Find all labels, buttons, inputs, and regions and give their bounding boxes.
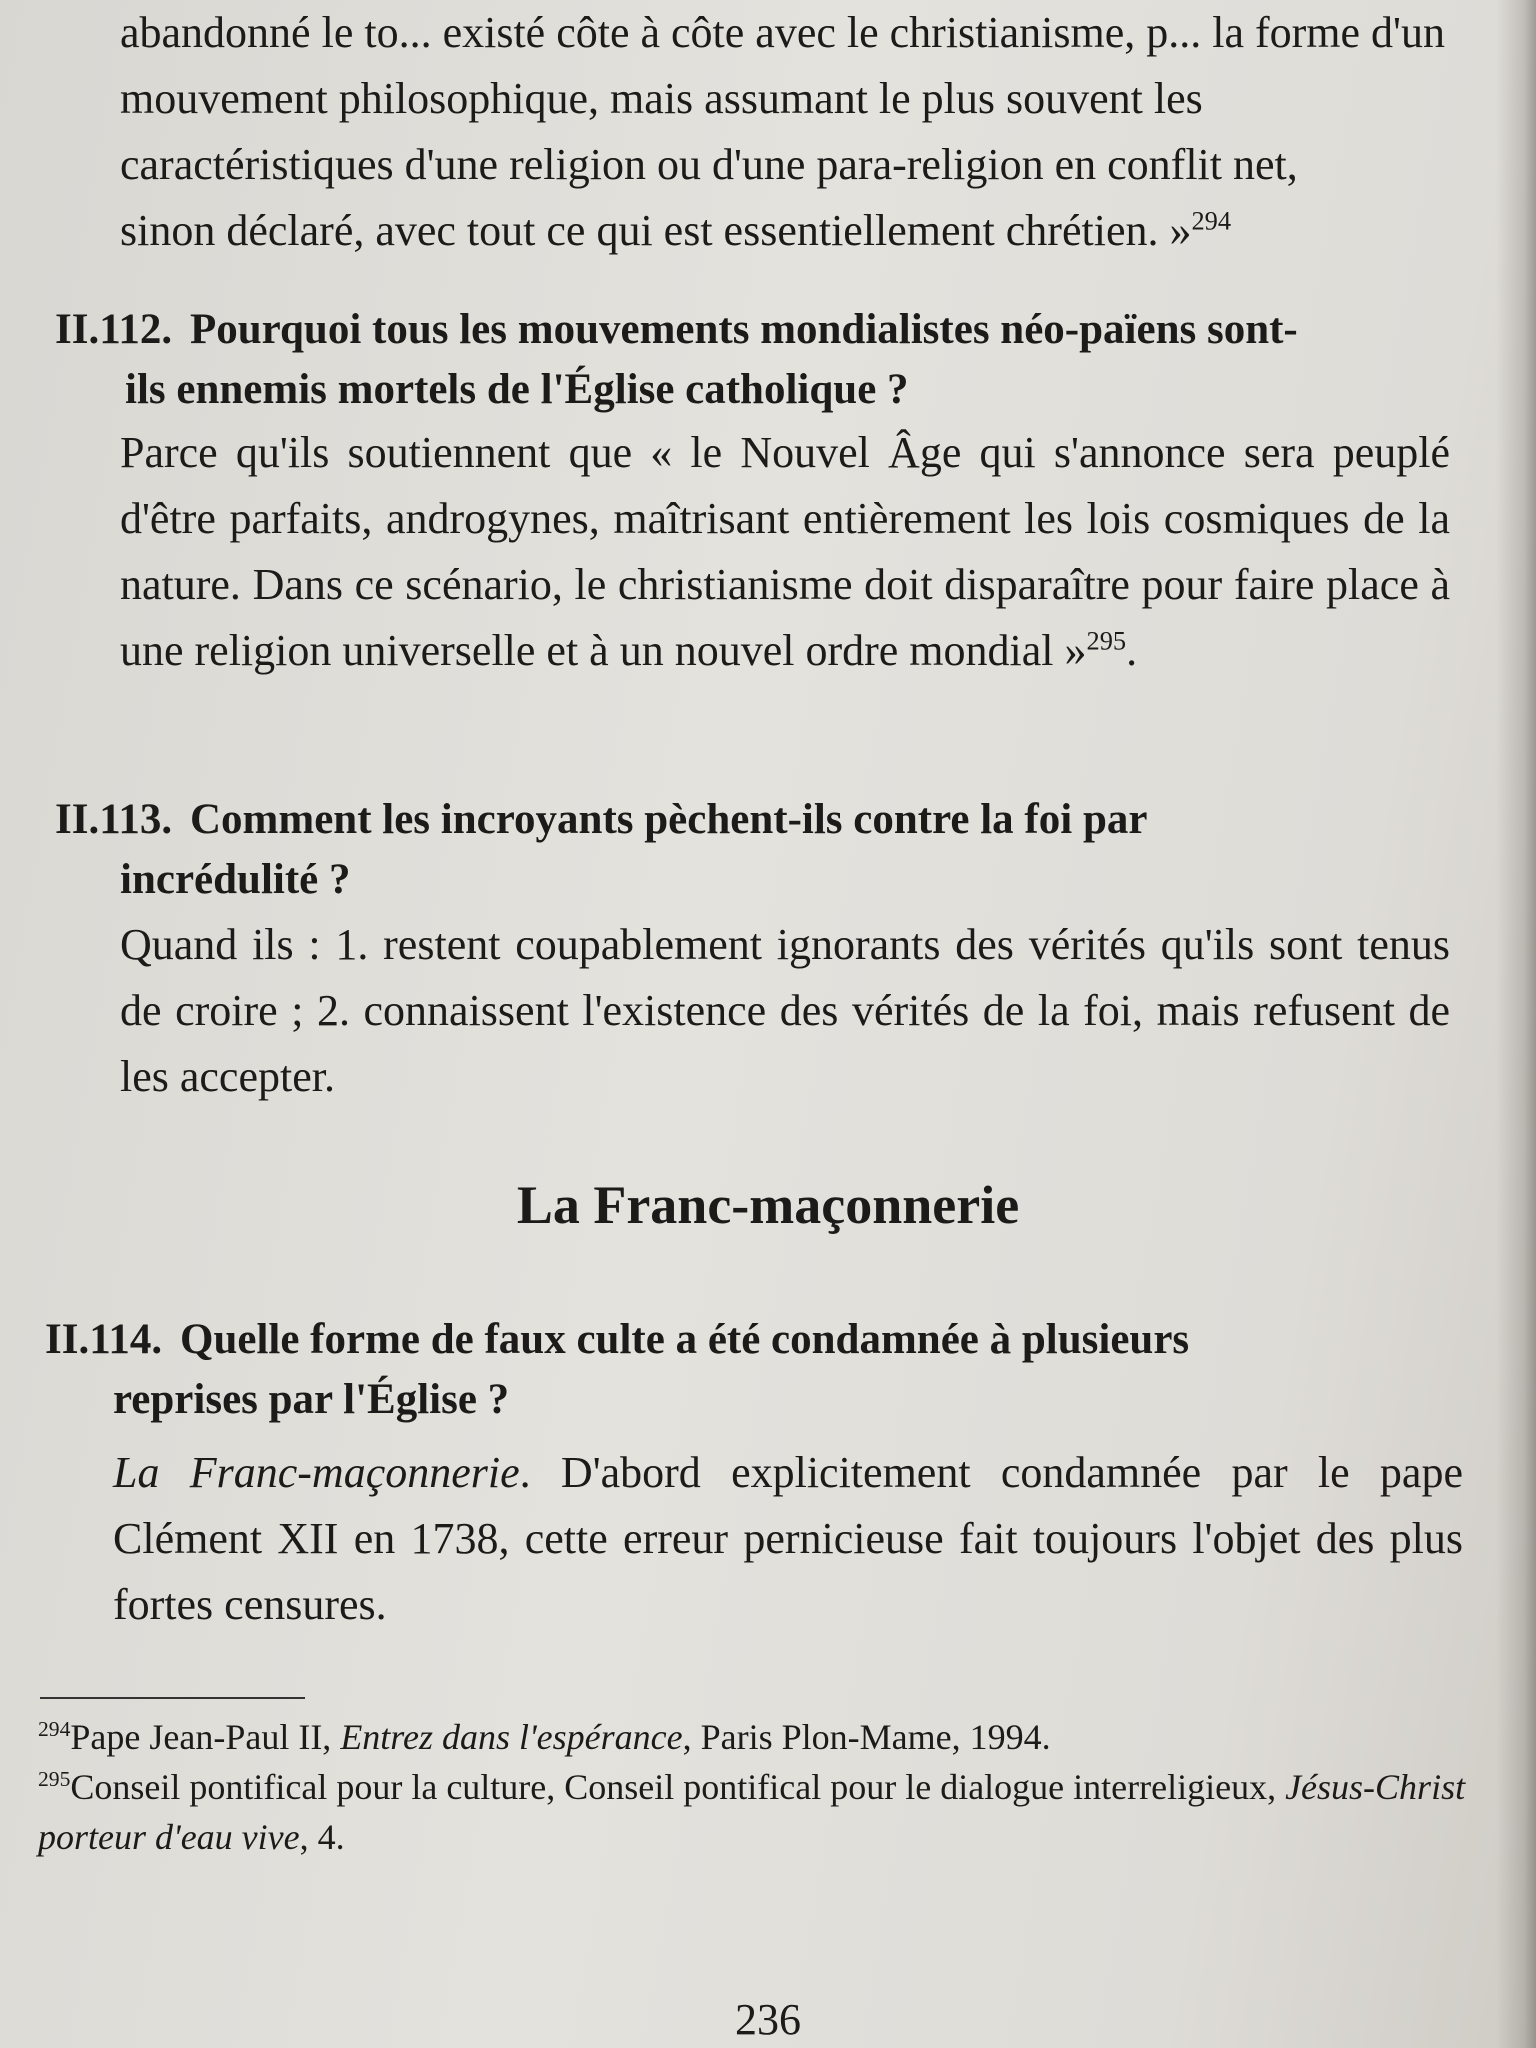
question-text: Pourquoi tous les mouvements mondialistes néo-païens sont- [190, 306, 1298, 353]
answer-114 [113, 1440, 1463, 1638]
question-number: II.112. [55, 306, 173, 353]
footnote-divider [40, 1697, 305, 1699]
intro-paragraph [120, 0, 1450, 264]
question-114 [45, 1310, 1445, 1430]
intro-line-1: abandonné le to... existé côte à côte avec le christianisme, p... la forme d'un [120, 8, 1445, 57]
question-text: Quelle forme de faux culte a été condamnée à plusieurs [180, 1316, 1190, 1363]
question-text: Comment les incroyants pèchent-ils contre la foi par [190, 796, 1148, 843]
footnote-ref-295: 295 [1086, 625, 1127, 656]
answer-text: Parce qu'ils soutiennent que « le Nouvel Âge qui s'annonce sera peuplé d'être parfaits, androgynes, maîtrisant entièrement les lois cosmiques de la nature. Dans ce scénario, le christianisme doit disparaître pour faire place à une religion universelle et à un nouvel ordre mondial » [120, 428, 1450, 675]
question-text-cont: ils ennemis mortels de l'Église catholique ? [125, 366, 909, 413]
section-heading: La Franc-maçonnerie [516, 1175, 1020, 1235]
footnotes [38, 1712, 1478, 1862]
answer-112: Parce qu'ils soutiennent que « le Nouvel Âge qui s'annonce sera peuplé d'être parfaits, androgynes, maîtrisant entièrement les lois cosmiques de la nature. Dans ce scénario, le christianisme doit disparaître pour faire place à une religion universelle et à un nouvel ordre mondial »$^{295}$. [120, 428, 1450, 675]
question-number: II.114. [45, 1316, 163, 1363]
footnote-295: $^{295}$Conseil pontifical pour la culture, Conseil pontifical pour le dialogue interreligieux, Jésus-Christ porteur d'eau vive, 4. [38, 1767, 1466, 1857]
footnote-ref-294: 294 [1191, 205, 1232, 236]
question-112 [55, 300, 1455, 420]
intro-line-3: caractéristiques d'une religion ou d'une para-religion en conflit net, [120, 140, 1298, 189]
question-text-cont: incrédulité ? [120, 856, 351, 903]
answer-text: Quand ils : 1. restent coupablement ignorants des vérités qu'ils sont tenus de croire ; 2. connaissent l'existence des vérités de la foi, mais refusent de les accepter. [120, 920, 1450, 1101]
answer-text: . D'abord explicitement condamnée par le pape Clément XII en 1738, cette erreur pernicieuse fait toujours l'objet des plus fortes censures. [113, 1448, 1463, 1629]
question-text-cont: reprises par l'Église ? [113, 1376, 510, 1423]
answer-italic: La Franc-maçonnerie [113, 1448, 520, 1497]
question-113 [55, 790, 1455, 910]
footnote-294: $^{294}$Pape Jean-Paul II, Entrez dans l'espérance, Paris Plon-Mame, 1994. [38, 1717, 1051, 1757]
page-edge-shadow [1496, 0, 1536, 2048]
intro-line-4: sinon déclaré, avec tout ce qui est essentiellement chrétien. »$^{294}$ [120, 205, 1232, 255]
answer-113 [120, 912, 1450, 1110]
question-number: II.113. [55, 796, 173, 843]
intro-line-2: mouvement philosophique, mais assumant le plus souvent les [120, 74, 1203, 123]
page-number: 236 [735, 1995, 801, 2044]
